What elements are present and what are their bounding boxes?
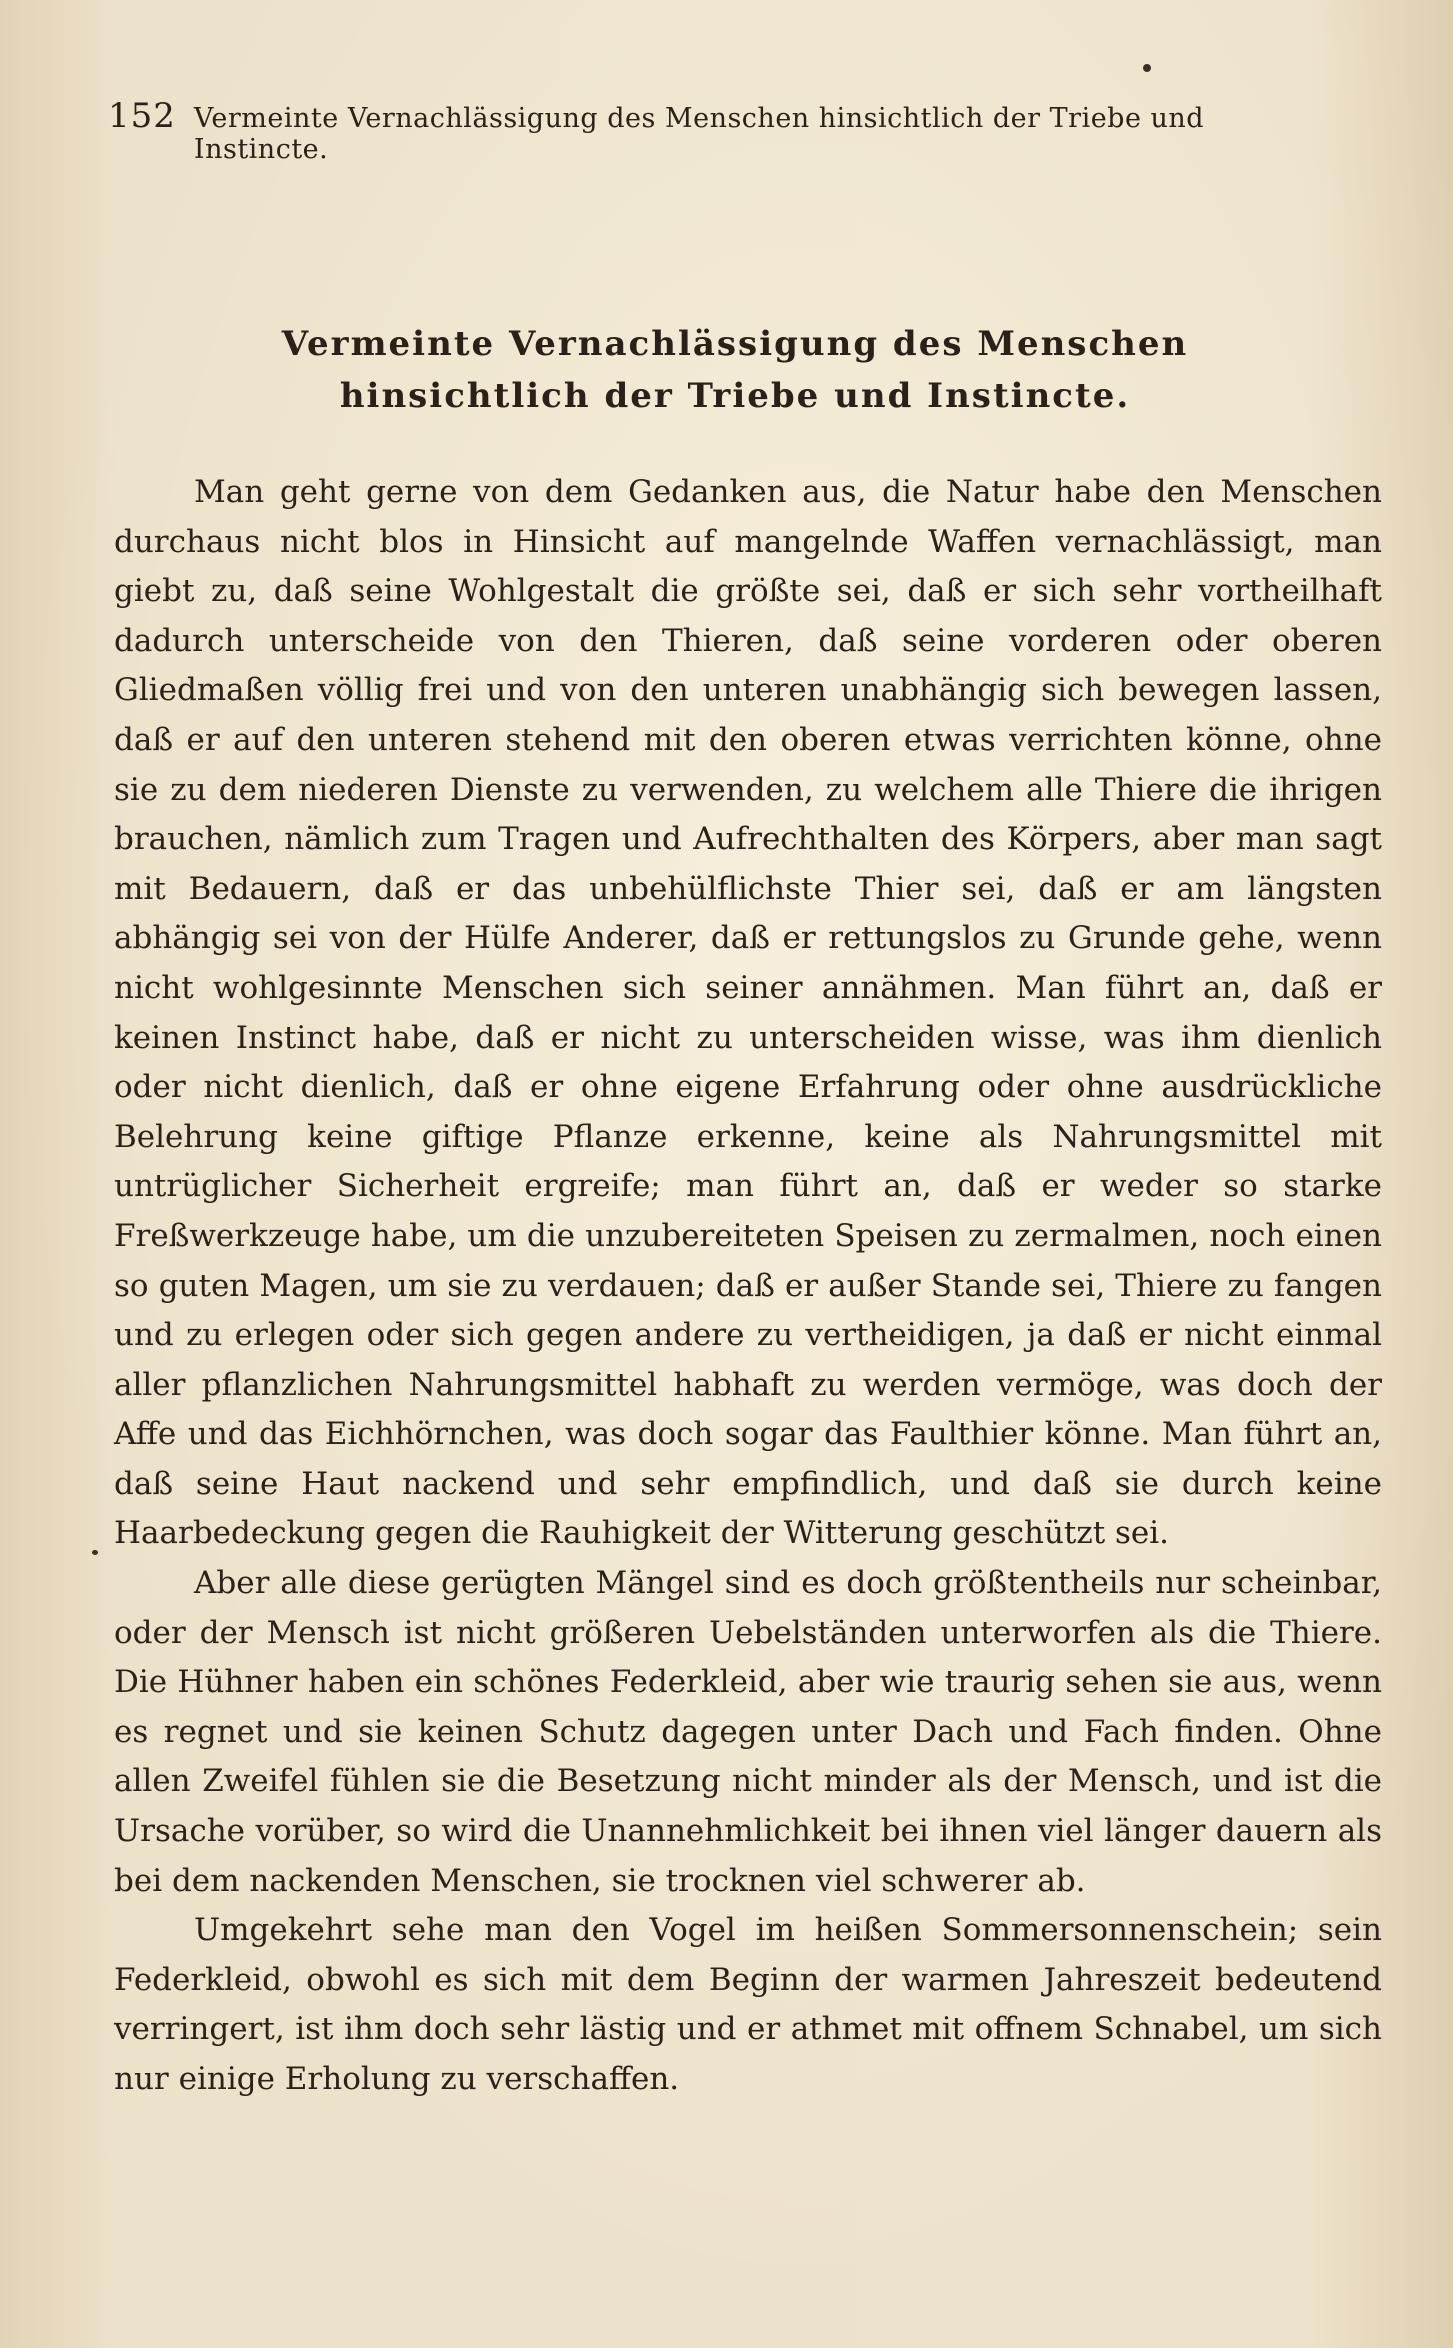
body-text <box>114 468 1382 2105</box>
chapter-title: Vermeinte Vernachlässigung des Menschen hinsichtlich der Triebe und Instincte. <box>281 324 1189 416</box>
paragraph: Aber alle diese gerügten Mängel sind es doch größtentheils nur scheinbar, oder der Mensch ist nicht größeren Uebelständen unterworfen als die Thiere. Die Hühner haben ein schönes Federkleid, aber wie traurig sehen sie aus, wenn es regnet und sie keinen Schutz dagegen unter Dach und Fach finden. Ohne allen Zweifel fühlen sie die Besetzung nicht minder als der Mensch, und ist die Ursache vorüber, so wird die Unannehmlichkeit bei ihnen viel länger dauern als bei dem nackenden Menschen, sie trocknen viel schwerer ab. <box>114 1565 1382 1899</box>
ink-speck <box>92 1550 98 1555</box>
paragraph: Man geht gerne von dem Gedanken aus, die Natur habe den Menschen durchaus nicht blos in Hinsicht auf mangelnde Waffen vernachlässigt, man giebt zu, daß seine Wohlgestalt die größte sei, daß er sich sehr vortheilhaft dadurch unterscheide von den Thieren, daß seine vorderen oder oberen Gliedmaßen völlig frei und von den unteren unabhängig sich bewegen lassen, daß er auf den unteren stehend mit den oberen etwas verrichten könne, ohne sie zu dem niederen Dienste zu verwenden, zu welchem alle Thiere die ihrigen brauchen, nämlich zum Tragen und Aufrechthalten des Körpers, aber man sagt mit Bedauern, daß er das unbehülflichste Thier sei, daß er am längsten abhängig sei von der Hülfe Anderer, daß er rettungslos zu Grunde gehe, wenn nicht wohlgesinnte Menschen sich seiner annähmen. Man führt an, daß er keinen Instinct habe, daß er nicht zu unterscheiden wisse, was ihm dienlich oder nicht dienlich, daß er ohne eigene Erfahrung oder ohne ausdrückliche Belehrung keine giftige Pflanze erkenne, keine als Nahrungsmittel mit untrüglicher Sicherheit ergreife; man führt an, daß er weder so starke Freßwerkzeuge habe, um die unzubereiteten Speisen zu zermalmen, noch einen so guten Magen, um sie zu verdauen; daß er außer Stande sei, Thiere zu fangen und zu erlegen oder sich gegen andere zu vertheidigen, ja daß er nicht einmal aller pflanzlichen Nahrungsmittel habhaft zu werden vermöge, was doch der Affe und das Eichhörnchen, was doch sogar das Faulthier könne. Man führt an, daß seine Haut nackend und sehr empfindlich, und daß sie durch keine Haarbedeckung gegen die Rauhigkeit der Witterung geschützt sei. <box>114 474 1382 1552</box>
ink-speck <box>1143 64 1151 72</box>
paragraph: Umgekehrt sehe man den Vogel im heißen Sommersonnenschein; sein Federkleid, obwohl es sich mit dem Beginn der warmen Jahreszeit bedeutend verringert, ist ihm doch sehr lästig und er athmet mit offnem Schnabel, um sich nur einige Erholung zu verschaffen. <box>114 1912 1382 2097</box>
page-header <box>108 96 1308 165</box>
page-number: 152 <box>108 96 176 136</box>
running-head: Vermeinte Vernachlässigung des Menschen hinsichtlich der Triebe und Instincte. <box>193 103 1205 165</box>
